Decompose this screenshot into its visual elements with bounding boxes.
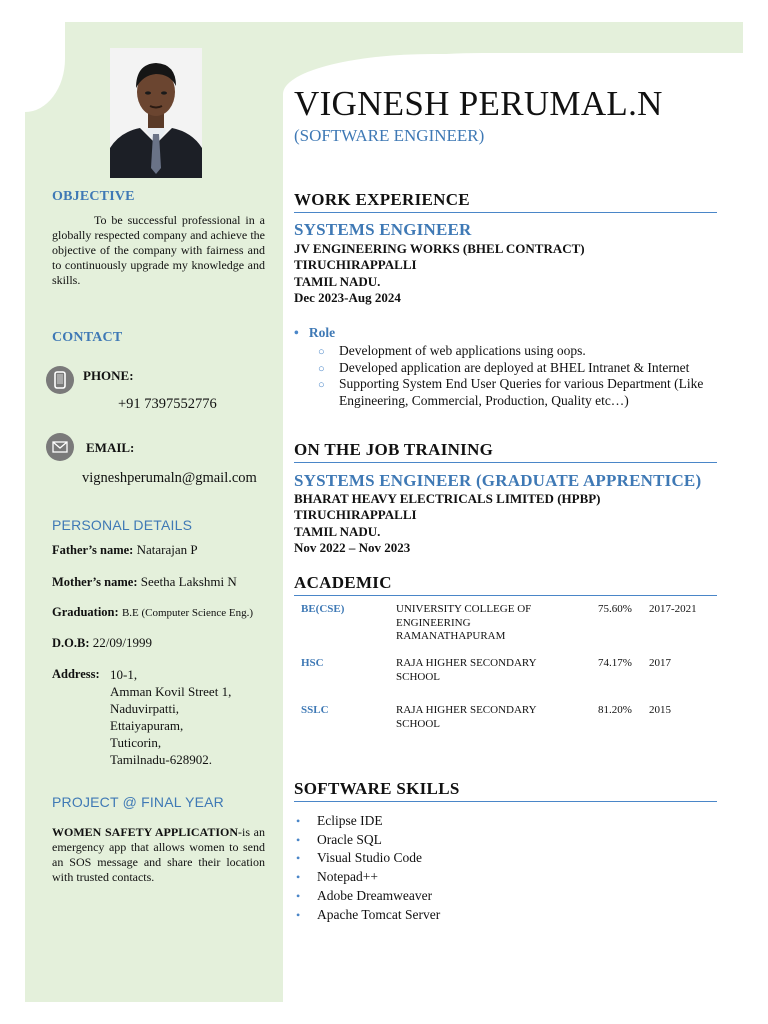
training-role: SYSTEMS ENGINEER (GRADUATE APPRENTICE) xyxy=(294,471,702,490)
list-item: • Oracle SQL xyxy=(294,831,440,850)
contact-heading: CONTACT xyxy=(52,330,123,345)
objective-text xyxy=(52,213,265,288)
objective-body: To be successful professional in a globally respected company and achieve the objective of the company with fairness and to continuously upgrade my knowledge and skills. xyxy=(52,213,265,287)
candidate-name: VIGNESH PERUMAL.N xyxy=(294,84,663,123)
father-name: Father’s name: Natarajan P xyxy=(52,542,198,557)
objective-heading: OBJECTIVE xyxy=(52,189,135,204)
bullet-dot-icon: • xyxy=(296,907,301,922)
candidate-title: (SOFTWARE ENGINEER) xyxy=(294,126,485,145)
bullet-dot-icon: • xyxy=(296,870,301,885)
profile-photo xyxy=(110,48,202,178)
skills-list xyxy=(294,812,440,924)
bullet-dot-icon: • xyxy=(294,325,299,340)
training-heading: ON THE JOB TRAINING xyxy=(294,440,717,463)
bullet-dot-icon: • xyxy=(296,888,301,903)
list-item: • Visual Studio Code xyxy=(294,849,440,868)
date-of-birth: D.O.B: 22/09/1999 xyxy=(52,635,152,650)
list-item: • Notepad++ xyxy=(294,868,440,887)
list-item: • Eclipse IDE xyxy=(294,812,440,831)
graduation: Graduation: B.E (Computer Science Eng.) xyxy=(52,605,253,619)
address-value: 10-1, Amman Kovil Street 1, Naduvirpatti, Ettaiyapuram, Tuticorin, Tamilnadu-628902. xyxy=(110,667,232,767)
list-item: • Adobe Dreamweaver xyxy=(294,887,440,906)
work-experience-heading: WORK EXPERIENCE xyxy=(294,190,717,213)
email-value[interactable]: vigneshperumaln@gmail.com xyxy=(82,470,257,486)
list-item: • Apache Tomcat Server xyxy=(294,906,440,925)
phone-icon xyxy=(46,366,74,394)
email-label: EMAIL: xyxy=(86,440,135,455)
list-item: ○ Supporting System End User Queries for various Department (Like Engineering, Commercial, Production, Quality etc…) xyxy=(318,376,704,408)
personal-details-heading: PERSONAL DETAILS xyxy=(52,517,193,533)
phone-value[interactable]: +91 7397552776 xyxy=(118,396,217,412)
bullet-dot-icon: • xyxy=(296,851,301,866)
mother-name: Mother’s name: Seetha Lakshmi N xyxy=(52,574,237,589)
role-bullet: • Role xyxy=(294,325,336,340)
bullet-dot-icon: • xyxy=(296,814,301,828)
duties-list xyxy=(318,343,728,409)
project-description: WOMEN SAFETY APPLICATION-is an emergency app that allows women to send an SOS message and share their location with trusted contacts. xyxy=(52,825,266,884)
work-role: SYSTEMS ENGINEER xyxy=(294,220,472,239)
envelope-icon xyxy=(46,433,74,461)
address-label: Address: xyxy=(52,667,100,681)
project-heading: PROJECT @ FINAL YEAR xyxy=(52,794,224,810)
software-skills-heading: SOFTWARE SKILLS xyxy=(294,779,717,802)
circle-outline-icon: ○ xyxy=(318,362,325,375)
list-item: ○ Development of web applications using oops. xyxy=(318,343,728,360)
circle-outline-icon: ○ xyxy=(318,379,325,391)
list-item: ○ Developed application are deployed at BHEL Intranet & Internet xyxy=(318,360,728,377)
phone-label: PHONE: xyxy=(83,368,134,383)
work-details: JV ENGINEERING WORKS (BHEL CONTRACT) TIRUCHIRAPPALLI TAMIL NADU. Dec 2023-Aug 2024 xyxy=(294,241,585,305)
training-details: BHARAT HEAVY ELECTRICALS LIMITED (HPBP) TIRUCHIRAPPALLI TAMIL NADU. Nov 2022 – Nov 2023 xyxy=(294,491,601,555)
academic-heading: ACADEMIC xyxy=(294,573,717,596)
bullet-dot-icon: • xyxy=(296,832,301,847)
circle-outline-icon: ○ xyxy=(318,346,325,358)
